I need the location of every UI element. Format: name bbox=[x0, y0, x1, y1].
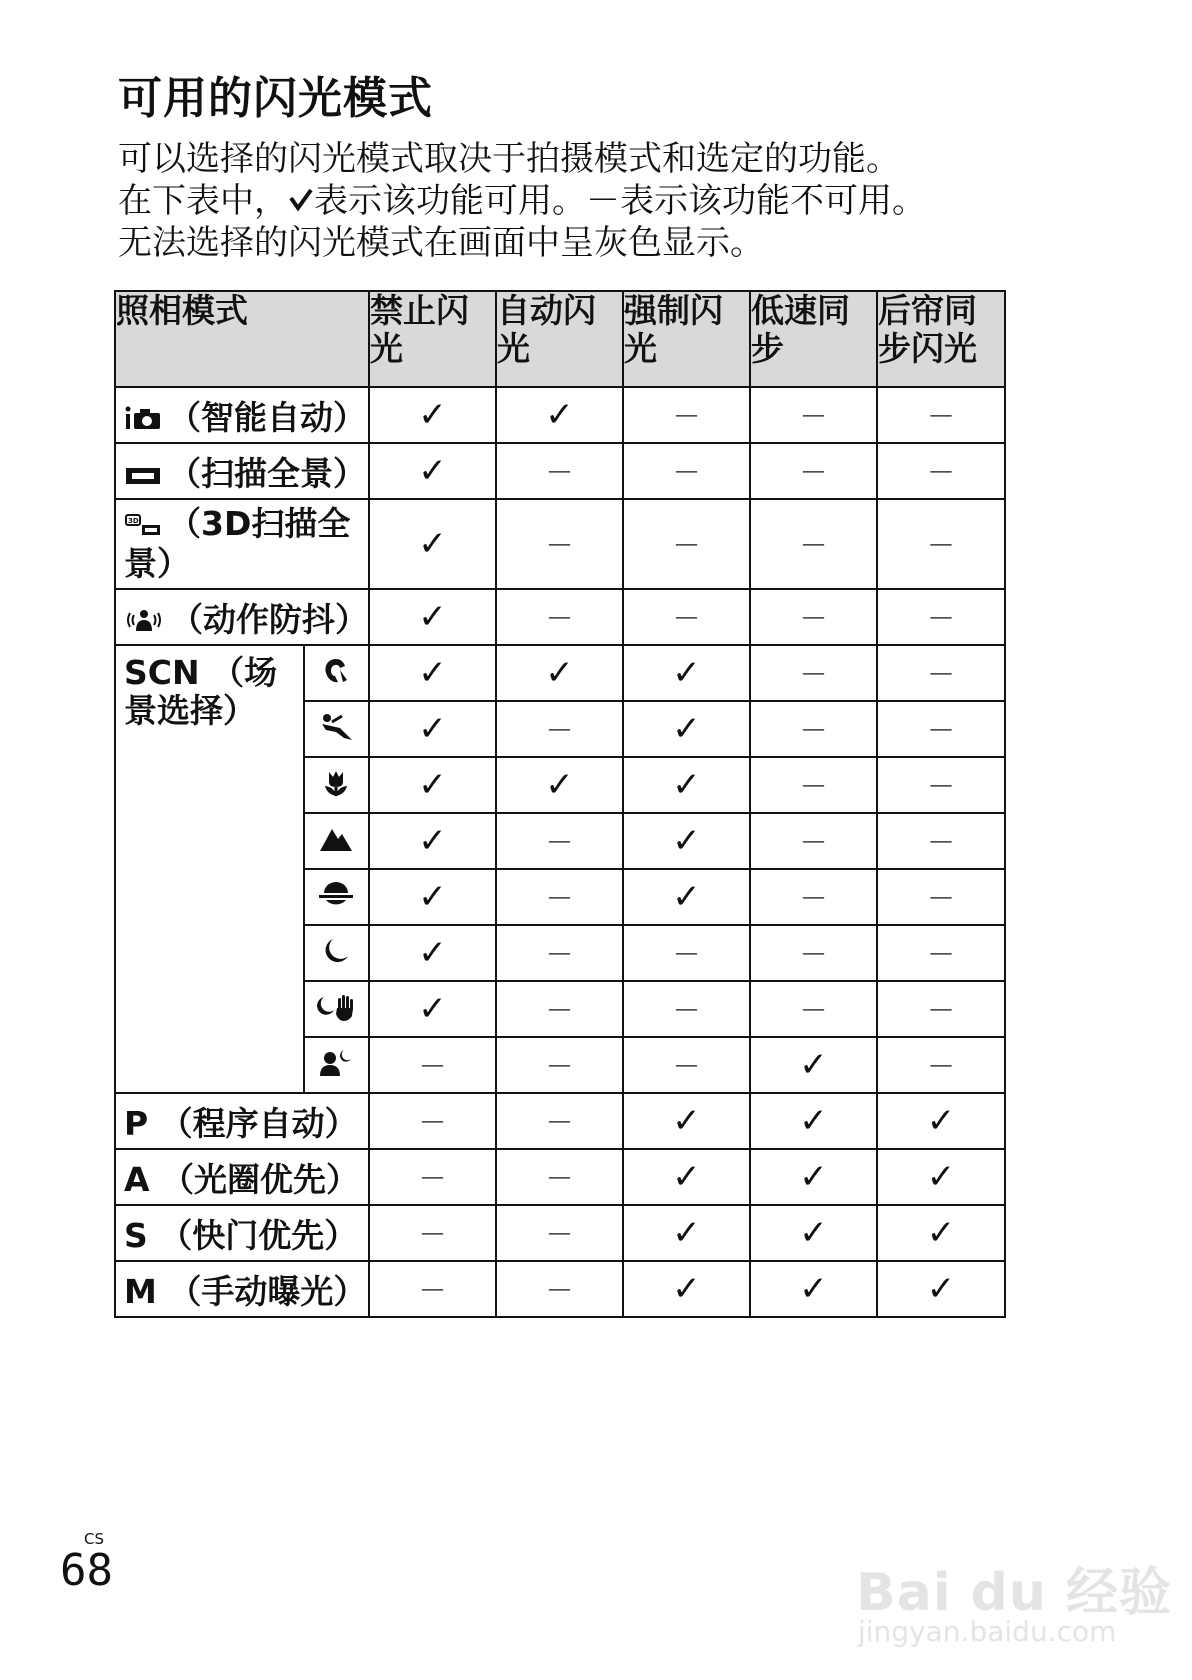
mode-cell: S （快门优先） bbox=[115, 1205, 369, 1261]
checkmark-symbol: ✓ bbox=[418, 451, 447, 491]
cell-value bbox=[496, 1037, 623, 1093]
cell-value bbox=[750, 1093, 877, 1149]
cell-value bbox=[623, 387, 750, 443]
dash-symbol: － bbox=[545, 1050, 574, 1083]
cell-value bbox=[369, 443, 496, 499]
cell-value bbox=[750, 869, 877, 925]
cell-value bbox=[750, 589, 877, 645]
table-row bbox=[115, 1149, 1005, 1205]
mode-label: （扫描全景） bbox=[168, 453, 366, 493]
watermark-brand: Bai du 经验 bbox=[856, 1563, 1172, 1623]
cell-value bbox=[369, 589, 496, 645]
table-row bbox=[115, 1261, 1005, 1317]
3d-sweep-panorama-icon bbox=[124, 507, 162, 545]
dash-symbol: － bbox=[672, 602, 701, 635]
scene-icon-cell bbox=[304, 701, 369, 757]
dash-symbol: － bbox=[672, 456, 701, 489]
cell-value bbox=[750, 443, 877, 499]
cell-value bbox=[877, 1205, 1005, 1261]
checkmark-symbol: ✓ bbox=[672, 1101, 701, 1141]
checkmark-symbol: ✓ bbox=[799, 1101, 828, 1141]
scene-icon-cell bbox=[304, 981, 369, 1037]
handheld-twilight-icon bbox=[316, 1007, 356, 1026]
scene-icon-cell bbox=[304, 645, 369, 701]
intro-paragraph bbox=[118, 138, 926, 264]
checkmark-symbol: ✓ bbox=[672, 709, 701, 749]
cell-value bbox=[877, 869, 1005, 925]
dash-symbol: － bbox=[926, 714, 955, 747]
cell-value bbox=[877, 701, 1005, 757]
dash-symbol: － bbox=[545, 529, 574, 562]
cell-value bbox=[750, 1205, 877, 1261]
flash-mode-table bbox=[114, 290, 1006, 1318]
mode-label: （动作防抖） bbox=[170, 599, 368, 639]
checkmark-symbol: ✓ bbox=[418, 524, 447, 564]
table-row bbox=[115, 499, 1005, 589]
cell-value bbox=[750, 701, 877, 757]
dash-symbol: － bbox=[418, 1106, 447, 1139]
cell-value bbox=[496, 1093, 623, 1149]
cell-value bbox=[496, 443, 623, 499]
dash-symbol: － bbox=[799, 602, 828, 635]
cell-value bbox=[369, 499, 496, 589]
dash-symbol: － bbox=[545, 1106, 574, 1139]
dash-symbol: － bbox=[545, 1274, 574, 1307]
cell-value bbox=[750, 387, 877, 443]
dash-symbol: － bbox=[672, 1050, 701, 1083]
sports-action-icon bbox=[318, 727, 354, 746]
dash-symbol: － bbox=[545, 826, 574, 859]
intro-line-3: 无法选择的闪光模式在画面中呈灰色显示。 bbox=[118, 223, 764, 263]
checkmark-icon bbox=[288, 180, 314, 222]
cell-value bbox=[623, 1037, 750, 1093]
cell-value bbox=[750, 499, 877, 589]
watermark-url: jingyan.baidu.com bbox=[858, 1615, 1117, 1648]
checkmark-symbol: ✓ bbox=[799, 1269, 828, 1309]
table-header-row bbox=[115, 291, 1005, 387]
cell-value bbox=[496, 757, 623, 813]
intro-line-2 bbox=[118, 180, 926, 222]
cell-value bbox=[877, 757, 1005, 813]
cell-value bbox=[877, 645, 1005, 701]
checkmark-symbol: ✓ bbox=[672, 821, 701, 861]
mode-label: （3D扫描全景） bbox=[124, 504, 351, 583]
dash-symbol: － bbox=[545, 994, 574, 1027]
cell-value bbox=[496, 813, 623, 869]
dash-symbol: － bbox=[926, 400, 955, 433]
mode-cell: P （程序自动） bbox=[115, 1093, 369, 1149]
cell-value bbox=[877, 589, 1005, 645]
cell-value bbox=[369, 645, 496, 701]
cell-value bbox=[877, 443, 1005, 499]
checkmark-symbol: ✓ bbox=[926, 1101, 956, 1141]
dash-symbol: － bbox=[672, 994, 701, 1027]
intelligent-auto-icon bbox=[124, 400, 162, 439]
cell-value bbox=[496, 1205, 623, 1261]
cell-value bbox=[623, 981, 750, 1037]
cell-value bbox=[496, 387, 623, 443]
cell-value bbox=[369, 925, 496, 981]
cell-value bbox=[369, 1149, 496, 1205]
cell-value bbox=[877, 925, 1005, 981]
cell-value bbox=[623, 1149, 750, 1205]
page-title: 可用的闪光模式 bbox=[118, 73, 433, 124]
cell-value bbox=[369, 813, 496, 869]
dash-symbol: － bbox=[926, 658, 955, 691]
intro-line-2b: 表示该功能可用。－表示该功能不可用。 bbox=[314, 181, 926, 221]
cell-value bbox=[623, 589, 750, 645]
table-row bbox=[115, 645, 1005, 701]
cell-value bbox=[750, 645, 877, 701]
dash-symbol: － bbox=[799, 938, 828, 971]
cell-value bbox=[369, 1093, 496, 1149]
checkmark-symbol: ✓ bbox=[926, 1213, 956, 1253]
cell-value bbox=[750, 981, 877, 1037]
night-scene-icon bbox=[321, 951, 351, 970]
portrait-icon bbox=[321, 671, 351, 690]
language-code: CS bbox=[84, 1530, 104, 1548]
checkmark-symbol: ✓ bbox=[799, 1157, 828, 1197]
cell-value bbox=[496, 499, 623, 589]
cell-value bbox=[877, 1093, 1005, 1149]
cell-value bbox=[369, 869, 496, 925]
table-row bbox=[115, 589, 1005, 645]
intro-line-1: 可以选择的闪光模式取决于拍摄模式和选定的功能。 bbox=[118, 139, 900, 179]
checkmark-symbol: ✓ bbox=[545, 765, 574, 805]
dash-symbol: － bbox=[418, 1050, 447, 1083]
dash-symbol: － bbox=[545, 1218, 574, 1251]
cell-value bbox=[877, 1261, 1005, 1317]
table-row bbox=[115, 1093, 1005, 1149]
header-fill-flash: 强制闪光 bbox=[623, 291, 750, 387]
cell-value bbox=[877, 1149, 1005, 1205]
dash-symbol: － bbox=[926, 1050, 955, 1083]
svg-text:3D: 3D bbox=[128, 516, 139, 525]
cell-value bbox=[496, 1149, 623, 1205]
checkmark-symbol: ✓ bbox=[545, 395, 574, 435]
mode-cell: A （光圈优先） bbox=[115, 1149, 369, 1205]
cell-value bbox=[496, 925, 623, 981]
table-row bbox=[115, 387, 1005, 443]
cell-value bbox=[877, 981, 1005, 1037]
cell-value bbox=[369, 701, 496, 757]
checkmark-symbol: ✓ bbox=[418, 395, 447, 435]
table-row bbox=[115, 1205, 1005, 1261]
mode-cell bbox=[115, 443, 369, 499]
checkmark-symbol: ✓ bbox=[672, 877, 701, 917]
dash-symbol: － bbox=[926, 882, 955, 915]
cell-value bbox=[750, 1149, 877, 1205]
dash-symbol: － bbox=[799, 882, 828, 915]
dash-symbol: － bbox=[799, 400, 828, 433]
cell-value bbox=[877, 499, 1005, 589]
cell-value bbox=[496, 1261, 623, 1317]
macro-icon bbox=[321, 783, 351, 802]
dash-symbol: － bbox=[418, 1274, 447, 1307]
page-number: 68 bbox=[60, 1545, 113, 1596]
dash-symbol: － bbox=[799, 456, 828, 489]
scene-icon-cell bbox=[304, 813, 369, 869]
header-slow-sync: 低速同步 bbox=[750, 291, 877, 387]
scene-icon-cell bbox=[304, 1037, 369, 1093]
dash-symbol: － bbox=[926, 529, 955, 562]
cell-value bbox=[750, 925, 877, 981]
header-flash-off: 禁止闪光 bbox=[369, 291, 496, 387]
cell-value bbox=[623, 925, 750, 981]
cell-value bbox=[623, 645, 750, 701]
intro-line-2a: 在下表中， bbox=[118, 181, 288, 221]
dash-symbol: － bbox=[545, 456, 574, 489]
checkmark-symbol: ✓ bbox=[926, 1269, 956, 1309]
cell-value bbox=[369, 981, 496, 1037]
mode-cell bbox=[115, 387, 369, 443]
header-shooting-mode: 照相模式 bbox=[115, 291, 369, 387]
cell-value bbox=[496, 589, 623, 645]
dash-symbol: － bbox=[926, 826, 955, 859]
mode-cell: M （手动曝光） bbox=[115, 1261, 369, 1317]
checkmark-symbol: ✓ bbox=[926, 1157, 956, 1197]
cell-value bbox=[369, 1037, 496, 1093]
cell-value bbox=[623, 1093, 750, 1149]
cell-value bbox=[623, 757, 750, 813]
checkmark-symbol: ✓ bbox=[418, 653, 447, 693]
cell-value bbox=[750, 757, 877, 813]
sunset-icon bbox=[317, 894, 355, 913]
dash-symbol: － bbox=[545, 882, 574, 915]
sweep-panorama-icon bbox=[124, 456, 162, 495]
checkmark-symbol: ✓ bbox=[418, 821, 447, 861]
cell-value bbox=[877, 813, 1005, 869]
night-portrait-icon bbox=[318, 1063, 354, 1082]
mode-cell bbox=[115, 589, 369, 645]
cell-value bbox=[623, 499, 750, 589]
checkmark-symbol: ✓ bbox=[799, 1213, 828, 1253]
cell-value bbox=[369, 387, 496, 443]
cell-value bbox=[750, 813, 877, 869]
dash-symbol: － bbox=[545, 714, 574, 747]
cell-value bbox=[496, 645, 623, 701]
checkmark-symbol: ✓ bbox=[418, 877, 447, 917]
cell-value bbox=[877, 1037, 1005, 1093]
cell-value bbox=[623, 1261, 750, 1317]
cell-value bbox=[750, 1261, 877, 1317]
cell-value bbox=[496, 981, 623, 1037]
cell-value bbox=[369, 757, 496, 813]
dash-symbol: － bbox=[545, 602, 574, 635]
dash-symbol: － bbox=[926, 456, 955, 489]
dash-symbol: － bbox=[418, 1218, 447, 1251]
dash-symbol: － bbox=[799, 658, 828, 691]
dash-symbol: － bbox=[672, 938, 701, 971]
dash-symbol: － bbox=[926, 602, 955, 635]
mode-cell bbox=[115, 499, 369, 589]
dash-symbol: － bbox=[799, 826, 828, 859]
header-autoflash: 自动闪光 bbox=[496, 291, 623, 387]
checkmark-symbol: ✓ bbox=[545, 653, 574, 693]
dash-symbol: － bbox=[799, 714, 828, 747]
checkmark-symbol: ✓ bbox=[672, 1157, 701, 1197]
scene-icon-cell bbox=[304, 757, 369, 813]
checkmark-symbol: ✓ bbox=[672, 1269, 701, 1309]
scn-mode-cell: SCN （场景选择） bbox=[115, 645, 304, 1093]
checkmark-symbol: ✓ bbox=[799, 1045, 828, 1085]
cell-value bbox=[623, 701, 750, 757]
cell-value bbox=[623, 869, 750, 925]
cell-value bbox=[496, 869, 623, 925]
dash-symbol: － bbox=[799, 529, 828, 562]
cell-value bbox=[369, 1205, 496, 1261]
header-rear-sync: 后帘同步闪光 bbox=[877, 291, 1005, 387]
dash-symbol: － bbox=[545, 1162, 574, 1195]
dash-symbol: － bbox=[545, 938, 574, 971]
checkmark-symbol: ✓ bbox=[672, 765, 701, 805]
checkmark-symbol: ✓ bbox=[418, 765, 447, 805]
cell-value bbox=[877, 387, 1005, 443]
cell-value bbox=[369, 1261, 496, 1317]
dash-symbol: － bbox=[672, 529, 701, 562]
cell-value bbox=[496, 701, 623, 757]
scene-icon-cell bbox=[304, 869, 369, 925]
anti-motion-blur-icon bbox=[124, 602, 164, 641]
checkmark-symbol: ✓ bbox=[672, 653, 701, 693]
table-row bbox=[115, 443, 1005, 499]
cell-value bbox=[623, 1205, 750, 1261]
mode-label: （智能自动） bbox=[168, 397, 366, 437]
dash-symbol: － bbox=[672, 400, 701, 433]
checkmark-symbol: ✓ bbox=[418, 933, 447, 973]
checkmark-symbol: ✓ bbox=[418, 989, 447, 1029]
dash-symbol: － bbox=[926, 770, 955, 803]
checkmark-symbol: ✓ bbox=[418, 597, 447, 637]
cell-value bbox=[623, 443, 750, 499]
cell-value bbox=[623, 813, 750, 869]
checkmark-symbol: ✓ bbox=[418, 709, 447, 749]
cell-value bbox=[750, 1037, 877, 1093]
dash-symbol: － bbox=[926, 938, 955, 971]
checkmark-symbol: ✓ bbox=[672, 1213, 701, 1253]
dash-symbol: － bbox=[799, 994, 828, 1027]
landscape-icon bbox=[318, 838, 354, 857]
dash-symbol: － bbox=[418, 1162, 447, 1195]
scene-icon-cell bbox=[304, 925, 369, 981]
dash-symbol: － bbox=[799, 770, 828, 803]
dash-symbol: － bbox=[926, 994, 955, 1027]
